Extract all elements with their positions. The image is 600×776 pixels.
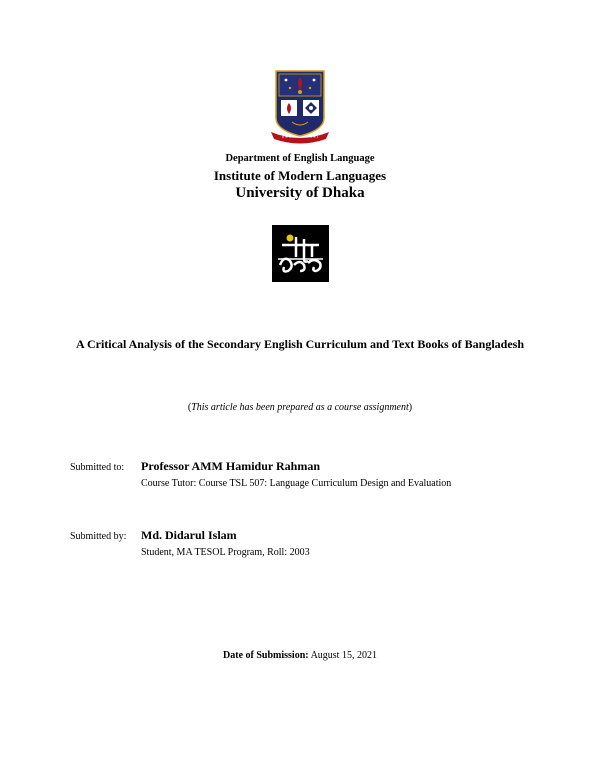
submitted-by-label: Submitted by: <box>70 531 127 542</box>
submitted-to-detail: Course Tutor: Course TSL 507: Language Curriculum Design and Evaluation <box>141 478 452 489</box>
note-open-paren: ( <box>187 402 192 413</box>
submitted-by-detail: Student, MA TESOL Program, Roll: 2003 <box>141 547 310 558</box>
note-close-paren: ) <box>408 402 413 413</box>
submitted-by-name: Md. Didarul Islam <box>141 528 237 542</box>
department-name: Department of English Language <box>225 153 375 164</box>
submission-date <box>0 650 600 661</box>
submitted-to-name: Professor AMM Hamidur Rahman <box>141 459 320 473</box>
institute-name: Institute of Modern Languages <box>213 168 387 183</box>
assignment-note <box>0 402 600 413</box>
submission-date-label: Date of Submission: <box>223 650 309 661</box>
submitted-to-label: Submitted to: <box>70 462 125 473</box>
university-name: University of Dhaka <box>235 185 365 201</box>
submission-date-value: August 15, 2021 <box>310 650 377 661</box>
university-of-dhaka-seal-icon <box>270 68 330 144</box>
document-title: A Critical Analysis of the Secondary English Curriculum and Text Books of Bangladesh <box>75 337 525 351</box>
note-text: This article has been prepared as a course assignment <box>191 402 409 413</box>
institute-of-modern-languages-logo-icon <box>272 225 329 282</box>
